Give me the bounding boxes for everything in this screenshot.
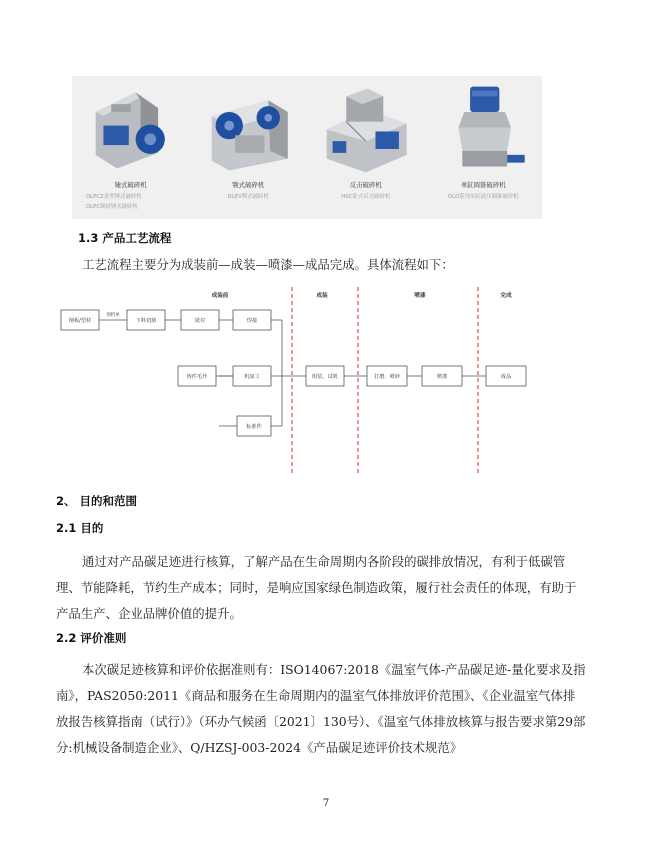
node-raw-material bbox=[61, 310, 99, 330]
node-assembly-test bbox=[306, 366, 344, 386]
product-card-impact-crusher bbox=[307, 76, 425, 219]
section-2-1-heading: 2.1 目的 bbox=[56, 521, 104, 535]
product-card-cone-crusher bbox=[425, 76, 543, 219]
stage-label-finish: 完成 bbox=[500, 293, 512, 299]
svg-text:标准件: 标准件 bbox=[246, 424, 262, 430]
svg-text:机加工: 机加工 bbox=[244, 374, 260, 380]
node-finished-product bbox=[486, 366, 526, 386]
hammer-crusher-image bbox=[82, 80, 180, 178]
product-model: HSC卧式反击破碎机 bbox=[341, 194, 391, 200]
product-card-jaw-crusher bbox=[190, 76, 308, 219]
node-machining bbox=[233, 366, 271, 386]
svg-text:打磨、喷砂: 打磨、喷砂 bbox=[374, 374, 400, 380]
stage-label-assembly: 成装 bbox=[316, 293, 328, 299]
svg-text:焊接: 焊接 bbox=[246, 318, 258, 324]
svg-text:下料切割: 下料切割 bbox=[135, 318, 157, 324]
product-model: DLPCZ重型锤式破碎机 bbox=[86, 194, 142, 200]
node-standard-parts bbox=[237, 416, 271, 436]
impact-crusher-image bbox=[317, 80, 415, 178]
section-1-3-intro: 工艺流程主要分为成装前—成装—喷漆—成品完成。具体流程如下： bbox=[82, 257, 454, 272]
section-1-3-heading: 1.3 产品工艺流程 bbox=[78, 231, 172, 245]
product-model: DLPC制砂锤式破碎机 bbox=[86, 204, 138, 210]
svg-text:铸件毛坯: 铸件毛坯 bbox=[186, 374, 208, 380]
product-name: 反击破碎机 bbox=[349, 181, 382, 189]
transfer-label: 领料单 bbox=[106, 313, 120, 318]
svg-text:铣对: 铣对 bbox=[194, 318, 206, 324]
process-flowchart bbox=[60, 283, 540, 478]
node-painting bbox=[422, 366, 462, 386]
cone-crusher-image bbox=[435, 80, 533, 178]
stage-label-painting: 喷漆 bbox=[414, 293, 426, 299]
svg-text:喷漆: 喷漆 bbox=[436, 374, 448, 380]
node-groove bbox=[181, 310, 219, 330]
node-cutting bbox=[127, 310, 165, 330]
product-name: 锤式破碎机 bbox=[114, 181, 147, 189]
product-card-hammer-crusher bbox=[72, 76, 190, 219]
node-polish-sandblast bbox=[367, 366, 407, 386]
section-2-heading: 2、 目的和范围 bbox=[56, 494, 138, 508]
product-model: DLEV颚式破碎机 bbox=[227, 194, 269, 200]
section-2-1-text: 通过对产品碳足迹进行核算，了解产品在生命周期内各阶段的碳排放情况，有利于低碳管理、节能降耗，节约生产成本；同时，是响应国家绿色制造政策，履行社会责任的体现，有助于产品生产、企业品牌价值的提升。 bbox=[56, 554, 577, 621]
node-casting-blank bbox=[178, 366, 216, 386]
product-model: DLD系列单缸液压圆锥破碎机 bbox=[447, 194, 519, 200]
product-name: 单缸圆锥破碎机 bbox=[460, 181, 506, 189]
product-image-strip bbox=[72, 76, 542, 219]
page-number: 7 bbox=[322, 798, 330, 809]
svg-text:组装、试机: 组装、试机 bbox=[312, 374, 338, 380]
svg-text:成品: 成品 bbox=[500, 374, 512, 380]
product-name: 颚式破碎机 bbox=[232, 181, 265, 189]
node-welding bbox=[233, 310, 271, 330]
jaw-crusher-image bbox=[200, 80, 298, 178]
svg-text:钢板/型材: 钢板/型材 bbox=[68, 318, 92, 324]
stage-label-pre-assembly: 成装前 bbox=[211, 293, 229, 299]
section-2-2-text: 本次碳足迹核算和评价依据准则有：ISO14067:2018《温室气体-产品碳足迹-量化要求及指南》，PAS2050:2011《商品和服务在生命周期内的温室气体排放评价范围》、《企业温室气体排放报告核算指南（试行）》（环办气候函〔2021〕130号）、《温室气体排放核算与报告要求第29部分:机械设备制造企业》、Q/HZSJ-003-2024《产品碳足迹评价技术规范》 bbox=[56, 662, 586, 755]
section-2-2-heading: 2.2 评价准则 bbox=[56, 631, 127, 645]
